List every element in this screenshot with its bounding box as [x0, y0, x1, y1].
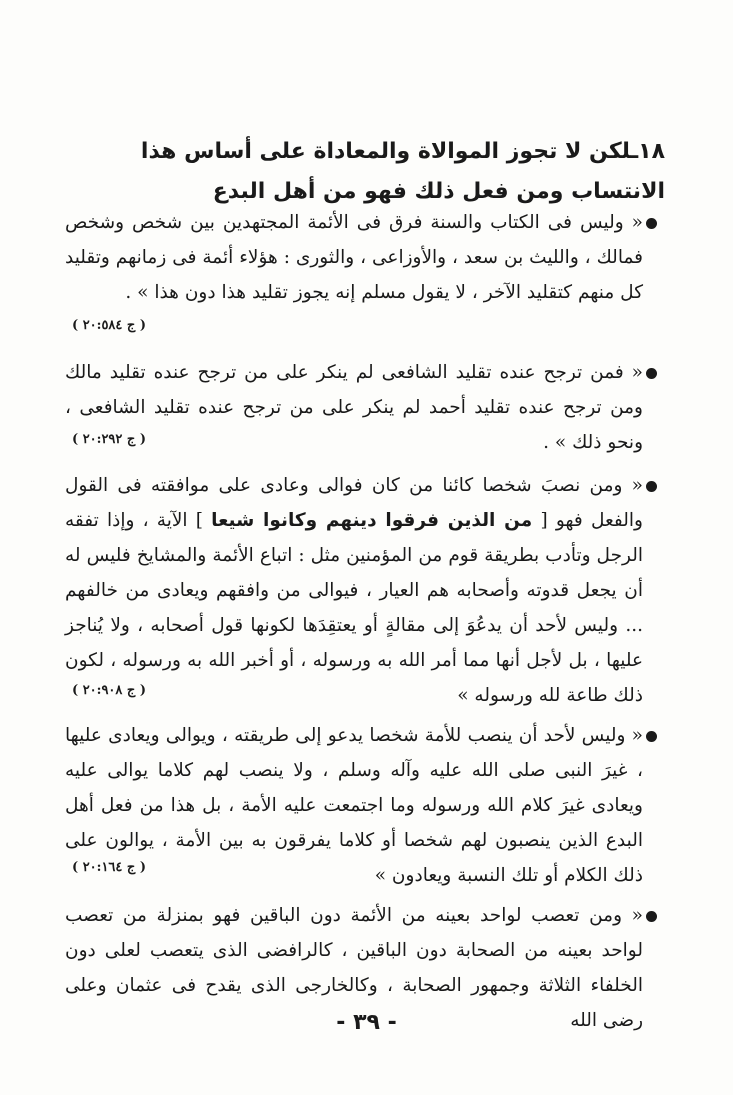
- paragraph-3: [65, 468, 643, 713]
- paragraph-2-text: « فمن ترجح عنده تقليد الشافعى لم ينكر على من ترجح عنده تقليد مالك ومن ترجح عنده تقليد أحمد لم ينكر على من ترجح عنده تقليد الشافعى ، ونحو ذلك » .: [65, 362, 643, 453]
- bullet-icon: [646, 481, 657, 492]
- section-heading: [65, 132, 665, 212]
- paragraph-4: [65, 718, 643, 893]
- paragraph-1-text: « وليس فى الكتاب والسنة فرق فى الأئمة المجتهدين بين شخص وشخص فمالك ، والليث بن سعد ، والأوزاعى ، والثورى : هؤلاء أئمة فى زمانهم وتقليد كل منهم كتقليد الآخر ، لا يقول مسلم إنه يجوز تقليد هذا دون هذا » .: [65, 212, 643, 303]
- reference-4: ( ج ٢٠:١٦٤ ): [72, 860, 147, 875]
- reference-2: ( ج ٢٠:٢٩٢ ): [72, 432, 147, 447]
- paragraph-1: [65, 205, 643, 310]
- paragraph-5-text: « ومن تعصب لواحد بعينه من الأئمة دون الباقين فهو بمنزلة من تعصب لواحد بعينه من الصحابة دون الباقين ، كالرافضى الذى يتعصب لعلى دون الخلفاء الثلاثة وجمهور الصحابة ، وكالخارجى الذى يقدح فى عثمان وعلى رضى الله: [65, 905, 643, 1031]
- paragraph-3-text-before: « ومن نصبَ شخصا كائنا من كان فوالى وعادى على موافقته فى القول والفعل فهو [: [65, 475, 643, 531]
- section-title: لكن لا تجوز الموالاة والمعاداة على أساس هذا الانتساب ومن فعل ذلك فهو من أهل البدع: [140, 139, 665, 204]
- bullet-icon: [646, 731, 657, 742]
- reference-1: ( ج ٢٠:٥٨٤ ): [72, 318, 147, 333]
- page-number: - ٣٩ -: [336, 1010, 397, 1035]
- bullet-icon: [646, 368, 657, 379]
- paragraph-2: [65, 355, 643, 460]
- bullet-icon: [646, 218, 657, 229]
- paragraph-3-text-after: ] الآية ، وإذا تفقه الرجل وتأدب بطريقة قوم من المؤمنين مثل : اتباع الأئمة والمشايخ فليس له أن يجعل قدوته وأصحابه هم العيار ، فيوالى من وافقهم ويعادى من خالفهم ... وليس لأحد أن يدعُوَ إلى مقالةٍ أو يعتقِدَها لكونها قول أصحابه ، ولا يُناجز عليها ، بل لأجل أنها مما أمر الله به ورسوله ، أو أخبر الله به ورسوله ، لكون ذلك طاعة لله ورسوله »: [65, 510, 643, 706]
- paragraph-4-text: « وليس لأحد أن ينصب للأمة شخصا يدعو إلى طريقته ، ويوالى ويعادى عليها ، غيرَ النبى صلى الله عليه وآله وسلم ، ولا ينصب لهم كلاما يوالى عليه ويعادى غيرَ كلام الله ورسوله وما اجتمعت عليه الأمة ، بل هذا من فعل أهل البدع الذين ينصبون لهم شخصا أو كلاما يفرقون به بين الأمة ، يوالون على ذلك الكلام أو تلك النسبة ويعادون »: [65, 725, 643, 886]
- bullet-icon: [646, 911, 657, 922]
- reference-3: ( ج ٢٠:٩٠٨ ): [72, 683, 147, 698]
- quran-verse: من الذين فرقوا دينهم وكانوا شيعا: [211, 510, 533, 531]
- section-number: ١٨ـ: [630, 139, 665, 164]
